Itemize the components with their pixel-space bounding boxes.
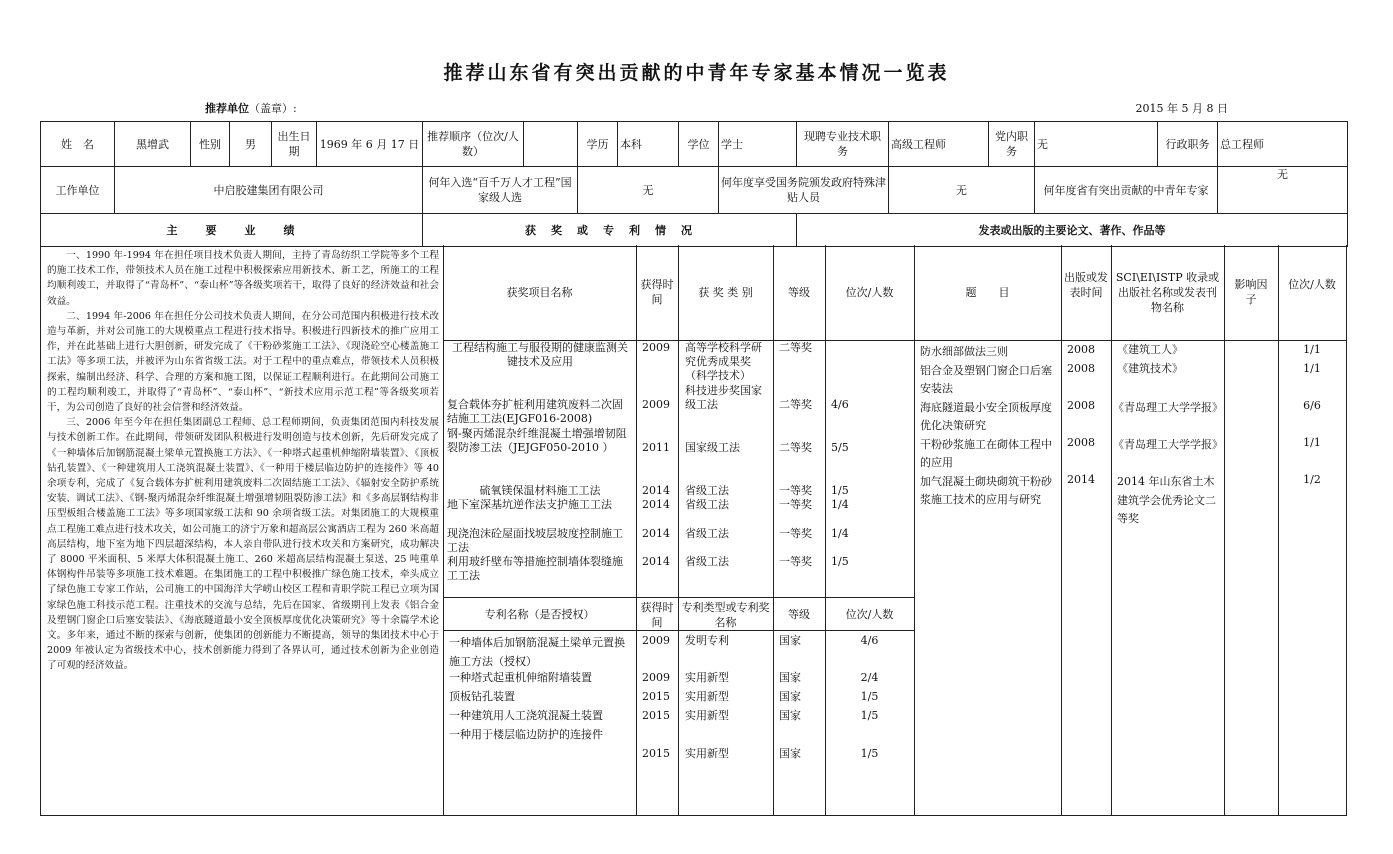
award-time: 2014 xyxy=(642,498,670,511)
name-label: 姓 名 xyxy=(41,122,115,167)
award-rank: 1/4 xyxy=(831,527,849,540)
award-type: 国家级工法 xyxy=(685,441,740,454)
paper-titles xyxy=(920,343,1058,510)
patent-time: 2009 xyxy=(642,634,670,647)
unit-label: 工作单位 xyxy=(41,167,115,214)
detail-body xyxy=(40,245,1347,816)
patent-name: 一种用于楼层临边防护的连接件 xyxy=(449,728,603,741)
divider xyxy=(1224,245,1225,815)
patent-header-type: 专利类型或专利奖名称 xyxy=(681,601,770,629)
patent-grade: 国家 xyxy=(779,634,801,647)
gender-value: 男 xyxy=(230,122,272,167)
patent-header-name: 专利名称（是否授权） xyxy=(484,608,595,621)
party-label: 党内职务 xyxy=(989,122,1035,167)
award-name: 工程结构施工与服役期的健康监测关键技术及应用 xyxy=(452,341,628,368)
paper-time: 2014 xyxy=(1067,473,1095,486)
award-header-rank: 位次/人数 xyxy=(845,286,894,299)
info-table xyxy=(40,121,1348,247)
achievement-paragraph: 三、2006 年至今年在担任集团副总工程师、总工程师期间，负责集团范围内科技发展与技术创新工作。在此期间，带领研发团队积极进行发明创造与技术创新，先后研发完成了《一种墙体后加钢筋混凝土梁单元置换施工方法》、《一种塔式起重机伸缩附墙装置》、《顶板钻孔装置》、《一种建筑用人工浇筑混凝土装置》、《一种用于楼层临边防护的连接件》等 40 余项专利，完成了《复合载体夯扩桩利用建筑废料二次固结施工工法》、《辐射安全防护系统安装、调试工法》、《钢-聚丙烯混杂纤维混凝土增强增韧阻裂防渗工法》和《多高层钢结构非压型板组合楼盖施工工法》等多项国家级工法和 90 余项省级工法。对集团施工的大规模重点工程施工难点进行技术攻关，如公司施工的济宁万象和超高层公寓酒店工程为 260 米高超高层结构，地下室为地下四层超深结构，本人亲自带队进行技术攻关和方案研究，成功解决了 8000 平米面积、5 米厚大体积混凝土施工、260 米超高层结构混凝土泵送、25 吨重单体钢构件吊装等多项施工技术难题。在集团施工的工程中积极推广绿色施工技术，牵头成立了绿色施工专家工作站，公司施工的中国海洋大学崂山校区工程和青职学院工程已立项为国家绿色施工科技示范工程。注重技术的交流与总结，先后在国家、省级期刊上发表《铝合金及塑钢门窗企口后塞安装法》、《海底隧道最小安全顶板厚度优化决策研究》等十余篇学术论文。多年来，通过不断的探索与创新，使集团的创新能力不断提高，领导的集团技术中心于 2009 年被认定为省级技术中心，技术创新能力得到了各界认可，通过技术创新为企业创造了可观的经济效益。 xyxy=(47,417,439,672)
paper-header-title: 题 目 xyxy=(965,286,1010,299)
divider xyxy=(1061,245,1062,815)
achievements-text xyxy=(47,248,439,674)
divider xyxy=(678,245,679,815)
paper-rank: 1/2 xyxy=(1303,473,1321,486)
patent-time: 2015 xyxy=(642,709,670,722)
patent-header-rank: 位次/人数 xyxy=(845,608,894,621)
award-header-time: 获得时间 xyxy=(640,278,674,306)
paper-header-pub: SCI\EI\ISTP 收录或出版社名称或发表刊物名称 xyxy=(1115,271,1220,314)
divider xyxy=(636,245,637,815)
paper-time: 2008 xyxy=(1067,343,1095,356)
patent-time: 2015 xyxy=(642,747,670,760)
award-grade: 一等奖 xyxy=(779,555,812,568)
award-header-name: 获奖项目名称 xyxy=(506,286,573,299)
patent-type: 发明专利 xyxy=(685,634,729,647)
subsidy-value: 无 xyxy=(889,167,1035,214)
paper-title: 铝合金及塑钢门窗企口后塞安装法 xyxy=(920,363,1052,395)
papers-header: 发表或出版的主要论文、著作、作品等 xyxy=(797,214,1348,247)
award-type: 高等学校科学研究优秀成果奖（科学技术） xyxy=(685,341,762,382)
title-value: 高级工程师 xyxy=(889,122,989,167)
expert-label: 何年度省有突出贡献的中青年专家 xyxy=(1035,167,1218,214)
patent-rank: 2/4 xyxy=(860,671,879,684)
award-grade: 二等奖 xyxy=(779,398,812,411)
award-grade: 二等奖 xyxy=(779,341,812,354)
paper-pub: 《青岛理工大学学报》 xyxy=(1113,401,1223,414)
order-value xyxy=(524,122,578,167)
gender-label: 性别 xyxy=(191,122,230,167)
paper-pub: 《建筑技术》 xyxy=(1117,362,1183,375)
paper-rank: 1/1 xyxy=(1303,436,1321,449)
paper-pub: 2014 年山东省土木建筑学会优秀论文二等奖 xyxy=(1117,475,1216,525)
divider xyxy=(443,630,914,631)
paper-header-impact: 影响因子 xyxy=(1234,278,1268,306)
award-rank: 1/5 xyxy=(831,555,849,568)
patent-rank: 1/5 xyxy=(860,709,879,722)
patent-grade: 国家 xyxy=(779,747,801,760)
report-date: 2015 年 5 月 8 日 xyxy=(1135,102,1228,115)
talent-label: 何年入选“百千万人才工程”国家级人选 xyxy=(423,167,578,214)
award-type: 省级工法 xyxy=(685,527,729,540)
award-grade: 一等奖 xyxy=(779,498,812,511)
patent-name: 顶板钻孔装置 xyxy=(449,690,515,703)
award-type: 省级工法 xyxy=(685,555,729,568)
patent-header-grade: 等级 xyxy=(788,608,810,621)
award-time: 2014 xyxy=(642,527,670,540)
award-time: 2009 xyxy=(642,341,670,354)
recommend-label: 推荐单位 xyxy=(205,102,249,115)
divider xyxy=(443,597,914,598)
award-name: 复合载体夯扩桩利用建筑废料二次固结施工工法(EJGF016-2008) xyxy=(447,398,623,425)
birth-value: 1969 年 6 月 17 日 xyxy=(317,122,423,167)
subsidy-label: 何年度享受国务院颁发政府特殊津贴人员 xyxy=(719,167,889,214)
awards-header: 获 奖 或 专 利 情 况 xyxy=(423,214,797,247)
award-header-type: 获 奖 类 别 xyxy=(698,286,753,299)
edu-value: 本科 xyxy=(618,122,679,167)
award-type: 科技进步奖国家级工法 xyxy=(685,384,762,411)
divider xyxy=(825,245,826,815)
award-grade: 二等奖 xyxy=(779,441,812,454)
birth-label: 出生日期 xyxy=(272,122,317,167)
admin-value: 总工程师 xyxy=(1218,122,1348,167)
divider xyxy=(773,245,774,815)
award-rank: 1/5 xyxy=(831,484,849,497)
patent-header-time: 获得时间 xyxy=(640,601,674,629)
patent-rank: 4/6 xyxy=(860,634,879,647)
title-label: 现聘专业技术职务 xyxy=(797,122,889,167)
name-value: 黑增武 xyxy=(115,122,191,167)
paper-title: 干粉砂浆施工在砌体工程中的应用 xyxy=(920,437,1052,469)
paper-header-rank: 位次/人数 xyxy=(1288,278,1336,291)
patent-type: 实用新型 xyxy=(685,747,729,760)
achievements-header: 主 要 业 绩 xyxy=(41,214,423,247)
patent-name: 一种墙体后加钢筋混凝土梁单元置换施工方法（授权） xyxy=(449,636,625,668)
divider xyxy=(914,340,1346,341)
patent-grade: 国家 xyxy=(779,671,801,684)
edu-label: 学历 xyxy=(578,122,618,167)
patent-grade: 国家 xyxy=(779,690,801,703)
patent-name: 一种塔式起重机伸缩附墙装置 xyxy=(449,671,592,684)
paper-title: 海底隧道最小安全顶板厚度优化决策研究 xyxy=(920,400,1052,432)
divider xyxy=(1278,245,1279,815)
unit-value: 中启胶建集团有限公司 xyxy=(115,167,423,214)
patent-time: 2015 xyxy=(642,690,670,703)
paper-rank: 6/6 xyxy=(1303,399,1321,412)
award-time: 2014 xyxy=(642,484,670,497)
patent-type: 实用新型 xyxy=(685,690,729,703)
patent-type: 实用新型 xyxy=(685,709,729,722)
party-value: 无 xyxy=(1035,122,1158,167)
award-time: 2009 xyxy=(642,398,670,411)
achievement-paragraph: 二、1994 年-2006 年在担任分公司技术负责人期间，在分公司范围内积极进行技术改造与革新，并对公司施工的大规模重点工程进行技术指导。积极进行四新技术的推广应用工作，并在此基础上进行大胆创新，研发完成了《干粉砂浆施工工法》、《现浇砼空心楼盖施工工法》等多项工法，并被评为山东省省级工法。对于工程中的重点难点，带领技术人员积极探索，编制出经济、科学、合理的方案和施工图，以保证工程顺利进行。在此期间公司施工的工程均顺利竣工，并取得了“青岛杯”、“泰山杯”、“新技术应用示范工程”等各级奖项若干，为公司创造了良好的社会信誉和经济效益。 xyxy=(47,310,439,414)
award-rank: 5/5 xyxy=(831,441,849,454)
divider xyxy=(443,245,444,815)
patent-type: 实用新型 xyxy=(685,671,729,684)
paper-pub: 《建筑工人》 xyxy=(1117,343,1183,356)
award-type: 省级工法 xyxy=(685,484,729,497)
award-rank: 1/4 xyxy=(831,498,849,511)
divider xyxy=(1111,245,1112,815)
degree-value: 学士 xyxy=(719,122,797,167)
paper-header-time: 出版或发表时间 xyxy=(1064,271,1108,299)
paper-title: 加气混凝土砌块砌筑干粉砂浆施工技术的应用与研究 xyxy=(920,474,1052,506)
award-name: 地下室深基坑逆作法支护施工工法 xyxy=(447,498,612,511)
award-name: 现浇泡沫砼屋面找坡层坡度控制施工工法 xyxy=(447,527,623,554)
talent-value: 无 xyxy=(578,167,719,214)
recommend-unit xyxy=(205,100,297,116)
patent-time: 2009 xyxy=(642,671,670,684)
expert-value: 无 xyxy=(1218,167,1348,214)
divider xyxy=(914,245,915,815)
award-name: 利用玻纤壁布等措施控制墙体裂缝施工工法 xyxy=(447,555,623,582)
recommend-suffix: （盖章）: xyxy=(249,102,297,115)
award-rank: 4/6 xyxy=(831,398,849,411)
patent-grade: 国家 xyxy=(779,709,801,722)
award-name: 钢-聚丙烯混杂纤维混凝土增强增韧阻裂防渗工法（JEJGF050-2010 ） xyxy=(447,427,627,454)
paper-pub: 《青岛理工大学学报》 xyxy=(1113,438,1223,451)
order-label: 推荐顺序（位次/人数） xyxy=(423,122,524,167)
paper-time: 2008 xyxy=(1067,436,1095,449)
page-title: 推荐山东省有突出贡献的中青年专家基本情况一览表 xyxy=(443,62,950,84)
award-time: 2011 xyxy=(642,441,670,454)
award-header-grade: 等级 xyxy=(788,286,810,299)
patent-name: 一种建筑用人工浇筑混凝土装置 xyxy=(449,709,603,722)
patent-rank: 1/5 xyxy=(860,690,879,703)
paper-rank: 1/1 xyxy=(1303,343,1321,356)
award-type: 省级工法 xyxy=(685,498,729,511)
paper-time: 2008 xyxy=(1067,399,1095,412)
degree-label: 学位 xyxy=(679,122,719,167)
paper-time: 2008 xyxy=(1067,362,1095,375)
paper-title: 防水细部做法三则 xyxy=(920,345,1008,358)
admin-label: 行政职务 xyxy=(1158,122,1218,167)
award-time: 2014 xyxy=(642,555,670,568)
patent-rank: 1/5 xyxy=(860,747,879,760)
award-grade: 一等奖 xyxy=(779,527,812,540)
achievement-paragraph: 一、1990 年-1994 年在担任项目技术负责人期间，主持了青岛纺织工学院等多个工程的施工技术工作，带领技术人员在施工过程中积极探索应用新技术、新工艺，所施工的工程均顺利竣工，并取得了“青岛杯”、“泰山杯”等各级奖项若干，取得了良好的经济效益和社会效益。 xyxy=(47,250,439,307)
award-name: 硫氧镁保温材料施工工法 xyxy=(479,484,601,497)
award-grade: 一等奖 xyxy=(779,484,812,497)
paper-rank: 1/1 xyxy=(1303,362,1321,375)
